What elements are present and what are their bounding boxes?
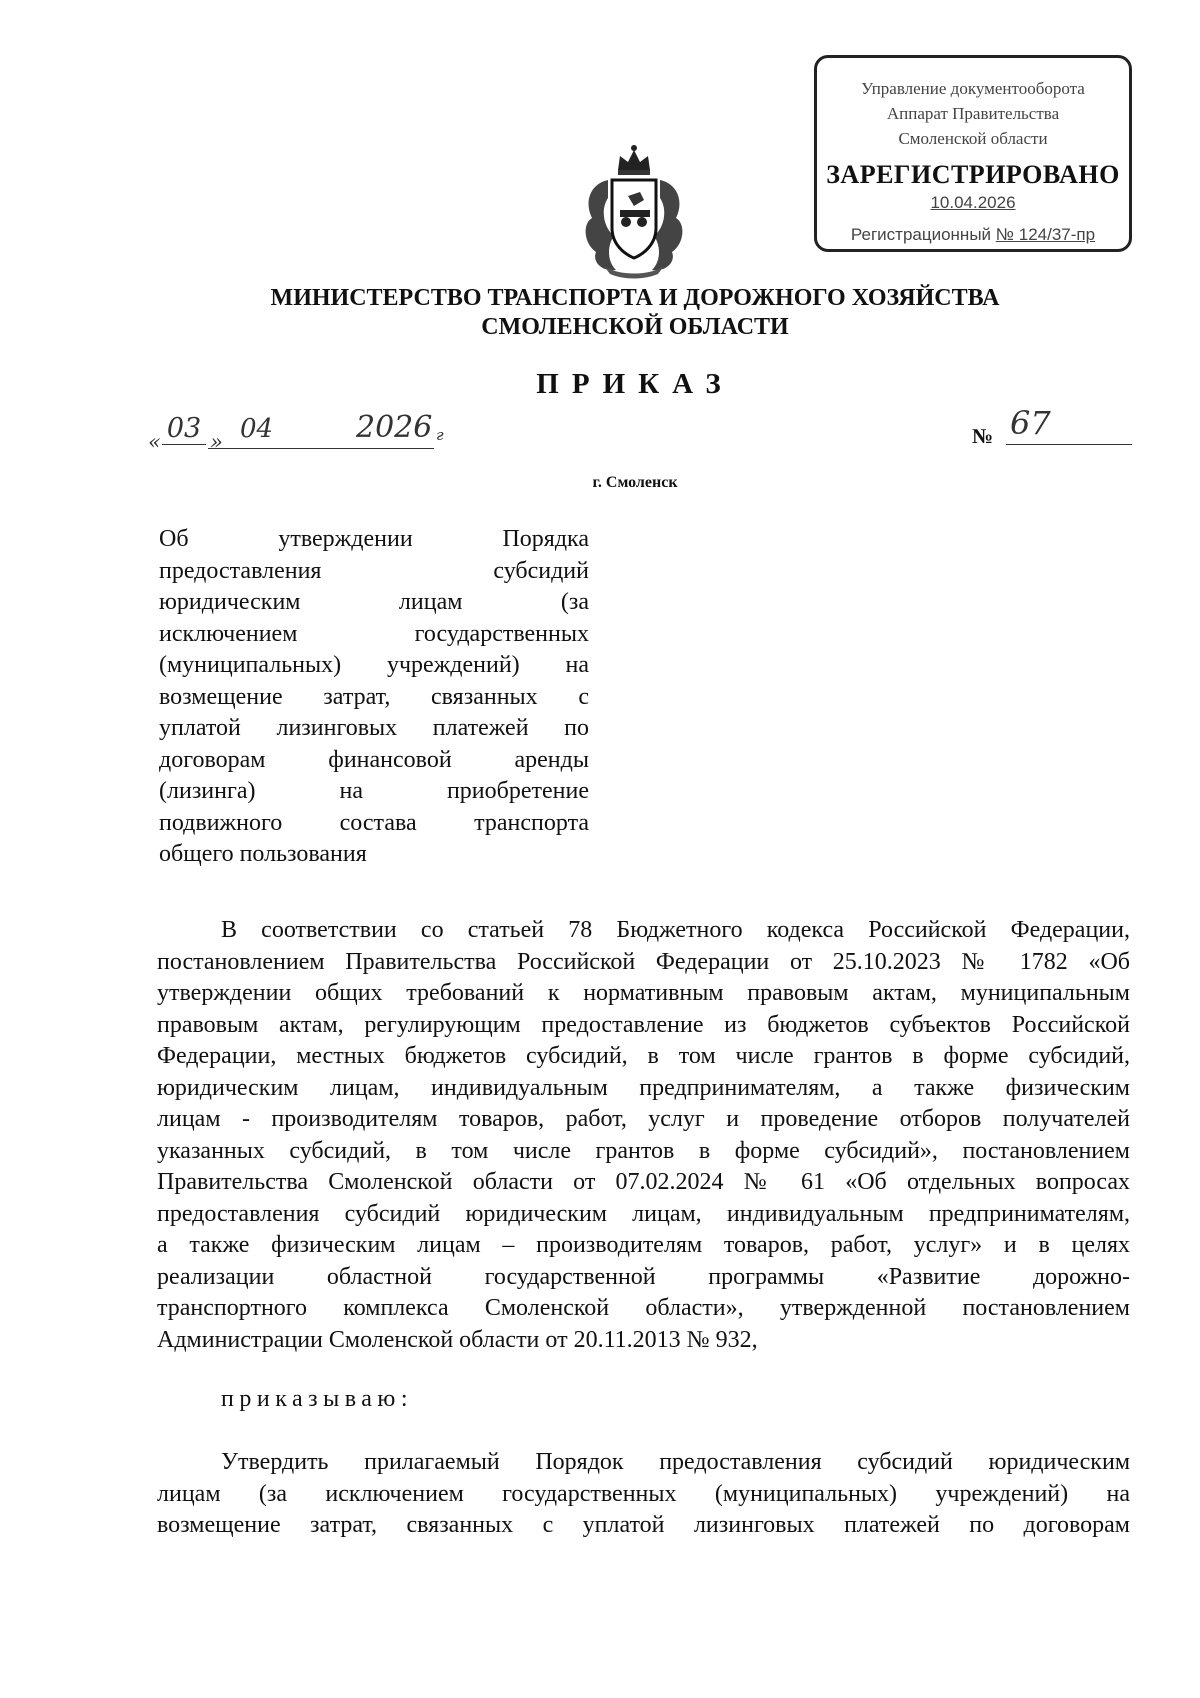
number-sign: № (972, 424, 994, 448)
resolution-paragraph (157, 1447, 1130, 1542)
body-line: лицам - производителям товаров, работ, услуг и проведение отборов получателей (157, 1106, 1130, 1132)
document-type-title: ПРИКАЗ (536, 368, 734, 400)
date-month: 04 (240, 414, 274, 444)
ministry-name-line2: СМОЛЕНСКОЙ ОБЛАСТИ (481, 314, 789, 340)
subject-line: юридическим лицам (за (159, 589, 589, 615)
date-day: 03 (162, 414, 206, 445)
body-line: предоставления субсидий юридическим лицам, индивидуальным предпринимателям, (157, 1200, 1130, 1227)
stamp-reg-label: Регистрационный (850, 225, 992, 244)
resolution-line: Утвердить прилагаемый Порядок предоставления субсидий юридическим (221, 1449, 1130, 1475)
ministry-name (0, 284, 1200, 342)
body-line: В соответствии со статьей 78 Бюджетного кодекса Российской Федерации, (221, 917, 1130, 943)
body-line: транспортного комплекса Смоленской области», утвержденной постановлением (157, 1295, 1130, 1321)
subject-line: подвижного состава транспорта (159, 809, 589, 836)
subject-line: возмещение затрат, связанных с (159, 683, 589, 710)
subject-line: (лизинга) на приобретение (159, 778, 589, 804)
body-line: а также физическим лицам – производителям товаров, работ, услуг» и в целях (157, 1232, 1130, 1258)
body-line: утверждении общих требований к нормативным правовым актам, муниципальным (157, 980, 1130, 1006)
stamp-reg-value: № 124/37-пр (995, 225, 1096, 244)
resolution-line: лицам (за исключением государственных (муниципальных) учреждений) на (157, 1480, 1130, 1507)
stamp-department: Управление документооборота (861, 79, 1085, 98)
city: г. Смоленск (592, 474, 678, 491)
subject-line: уплатой лизинговых платежей по (159, 715, 589, 741)
coat-of-arms-icon (578, 140, 690, 280)
number-underline (1006, 444, 1132, 445)
stamp-status: ЗАРЕГИСТРИРОВАНО (826, 160, 1120, 189)
body-line: реализации областной государственной программы «Развитие дорожно- (157, 1263, 1130, 1290)
order-date (148, 410, 453, 454)
preamble-paragraph (157, 915, 1130, 1356)
body-line: Федерации, местных бюджетов субсидий, в том числе грантов в форме субсидий, (157, 1043, 1130, 1069)
subject-line: (муниципальных) учреждений) на (159, 652, 589, 678)
body-line: постановлением Правительства Российской Федерации от 25.10.2023 № 1782 «Об (157, 948, 1130, 975)
body-line: юридическим лицам, индивидуальным предпринимателям, а также физическим (157, 1074, 1130, 1101)
stamp-region: Смоленской области (898, 129, 1048, 148)
date-year: 2026 (356, 410, 433, 445)
command-word: приказываю: (221, 1386, 414, 1412)
stamp-date: 10.04.2026 (930, 193, 1016, 212)
subject-line: исключением государственных (159, 620, 589, 647)
body-line: Администрации Смоленской области от 20.11.2013 № 932, (157, 1326, 758, 1353)
subject-line: предоставления субсидий (159, 557, 589, 584)
stamp-registration-number (817, 225, 1129, 245)
subject-line: общего пользования (159, 841, 367, 867)
subject-line: Об утверждении Порядка (159, 526, 589, 552)
number-value: 67 (1010, 404, 1051, 442)
order-subject (159, 524, 589, 871)
body-line: указанных субсидий, в том числе грантов в форме субсидий», постановлением (157, 1137, 1130, 1164)
date-underline (208, 448, 434, 449)
date-year-suffix: г (436, 426, 444, 444)
stamp-apparatus: Аппарат Правительства (886, 104, 1060, 123)
order-number (972, 404, 1132, 450)
date-quote-open: « (148, 430, 161, 454)
date-quote-close: » (210, 430, 223, 454)
registration-stamp (814, 55, 1132, 252)
body-line: Правительства Смоленской области от 07.02.2024 № 61 «Об отдельных вопросах (157, 1169, 1130, 1195)
body-line: правовым актам, регулирующим предоставление из бюджетов субъектов Российской (157, 1011, 1130, 1038)
resolution-line: возмещение затрат, связанных с уплатой лизинговых платежей по договорам (157, 1512, 1130, 1538)
subject-line: договорам финансовой аренды (159, 746, 589, 773)
ministry-name-line1: МИНИСТЕРСТВО ТРАНСПОРТА И ДОРОЖНОГО ХОЗЯЙСТВА (270, 285, 1000, 311)
